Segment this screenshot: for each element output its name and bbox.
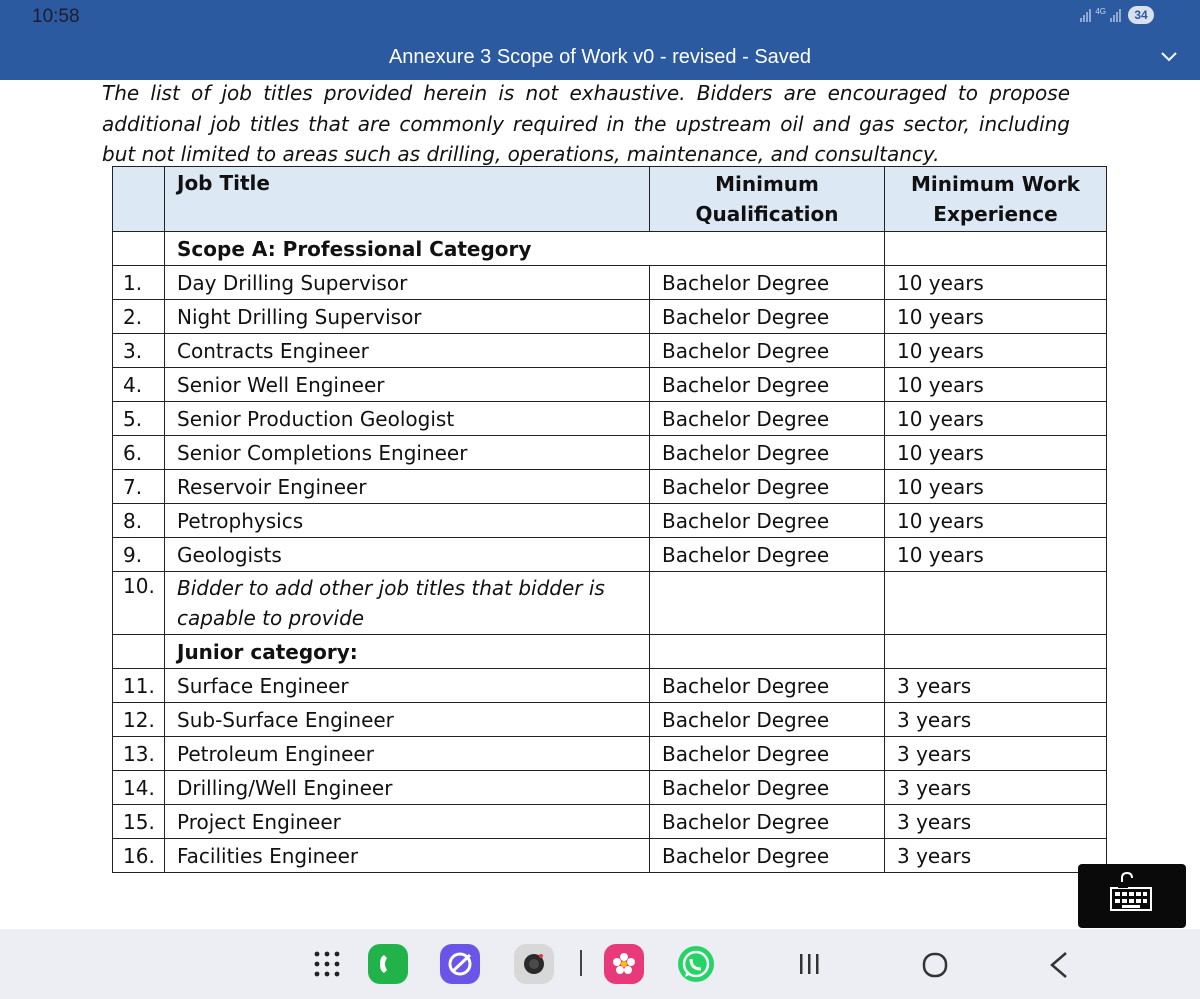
row-experience: 10 years (885, 334, 1107, 368)
row-experience: 10 years (885, 300, 1107, 334)
table-row (113, 703, 1107, 737)
status-time: 10:58 (32, 6, 80, 27)
camera-app-button[interactable] (514, 944, 554, 984)
document-title[interactable]: Annexure 3 Scope of Work v0 - revised - Saved (388, 46, 812, 68)
intro-line: propose additional job titles that are commonly required in the upstream oil and gas sector, (102, 81, 1070, 136)
row-job-title: Contracts Engineer (165, 334, 650, 368)
chevron-down-icon[interactable] (1160, 48, 1178, 66)
row-experience: 10 years (885, 538, 1107, 572)
navigation-bar (0, 929, 1200, 999)
row-qualification: Bachelor Degree (650, 737, 885, 771)
row-job-title: Drilling/Well Engineer (165, 771, 650, 805)
row-job-title: Senior Production Geologist (165, 402, 650, 436)
row-experience: 10 years (885, 504, 1107, 538)
section-row (113, 232, 1107, 266)
row-qualification: Bachelor Degree (650, 839, 885, 873)
table-row (113, 771, 1107, 805)
row-experience: 3 years (885, 839, 1107, 873)
row-qualification: Bachelor Degree (650, 470, 885, 504)
row-qualification: Bachelor Degree (650, 334, 885, 368)
row-experience: 10 years (885, 436, 1107, 470)
job-titles-table (112, 166, 1107, 873)
row-qualification: Bachelor Degree (650, 402, 885, 436)
row-qualification (650, 572, 885, 635)
row-job-title: Sub-Surface Engineer (165, 703, 650, 737)
keyboard-toggle-button[interactable] (1078, 864, 1186, 928)
gallery-app-button[interactable] (604, 944, 644, 984)
table-row (113, 470, 1107, 504)
header-job-title: Job Title (165, 167, 650, 232)
row-job-title: Facilities Engineer (165, 839, 650, 873)
row-experience: 3 years (885, 771, 1107, 805)
row-experience: 10 years (885, 368, 1107, 402)
row-experience: 3 years (885, 805, 1107, 839)
row-job-title: Night Drilling Supervisor (165, 300, 650, 334)
row-qualification: Bachelor Degree (650, 266, 885, 300)
row-number: 9. (113, 538, 165, 572)
table-row (113, 368, 1107, 402)
phone-app-button[interactable] (368, 944, 408, 984)
back-button[interactable] (1048, 951, 1070, 979)
row-number: 10. (113, 572, 165, 635)
internet-app-button[interactable] (440, 944, 480, 984)
signal-icon (1080, 8, 1091, 22)
table-row (113, 839, 1107, 873)
row-number: 4. (113, 368, 165, 402)
battery-indicator: 34 (1128, 6, 1154, 24)
row-job-title: Surface Engineer (165, 669, 650, 703)
row-number: 3. (113, 334, 165, 368)
section-row (113, 635, 1107, 669)
empty-cell (885, 232, 1107, 266)
intro-paragraph (102, 78, 1070, 170)
signal-icon-2 (1110, 8, 1121, 22)
row-job-title: Petrophysics (165, 504, 650, 538)
row-number: 6. (113, 436, 165, 470)
header-number-cell (113, 167, 165, 232)
row-job-title: Geologists (165, 538, 650, 572)
row-qualification: Bachelor Degree (650, 504, 885, 538)
row-experience: 10 years (885, 470, 1107, 504)
row-number: 1. (113, 266, 165, 300)
row-job-title: Project Engineer (165, 805, 650, 839)
row-experience: 3 years (885, 737, 1107, 771)
table-row (113, 572, 1107, 635)
phone-icon (375, 951, 401, 977)
row-job-title: Petroleum Engineer (165, 737, 650, 771)
section-title: Junior category: (165, 635, 650, 669)
header-line: Minimum Work (911, 172, 1080, 196)
table-row (113, 266, 1107, 300)
title-bar (0, 0, 1200, 80)
gallery-icon (609, 949, 639, 979)
row-number: 5. (113, 402, 165, 436)
row-number: 15. (113, 805, 165, 839)
table-row (113, 504, 1107, 538)
whatsapp-app-button[interactable] (676, 944, 716, 984)
table-row (113, 737, 1107, 771)
row-qualification: Bachelor Degree (650, 669, 885, 703)
keyboard-icon (1078, 864, 1186, 928)
table-row (113, 538, 1107, 572)
row-qualification: Bachelor Degree (650, 300, 885, 334)
row-number: 13. (113, 737, 165, 771)
empty-cell (885, 635, 1107, 669)
row-job-title: Reservoir Engineer (165, 470, 650, 504)
row-number: 7. (113, 470, 165, 504)
row-qualification: Bachelor Degree (650, 538, 885, 572)
table-row (113, 805, 1107, 839)
table-row (113, 402, 1107, 436)
header-line: Qualification (695, 202, 839, 226)
network-type: 4G (1095, 7, 1106, 16)
header-line: Minimum (715, 172, 819, 196)
camera-icon (519, 949, 549, 979)
table-row (113, 436, 1107, 470)
intro-line: The list of job titles provided herein is not exhaustive. Bidders are encouraged to (102, 81, 978, 105)
recents-button[interactable] (798, 953, 822, 975)
dock-separator (580, 950, 582, 976)
row-experience: 10 years (885, 402, 1107, 436)
row-number: 14. (113, 771, 165, 805)
empty-cell (113, 635, 165, 669)
header-min-qualification (650, 167, 885, 232)
whatsapp-icon (676, 944, 716, 984)
row-number: 2. (113, 300, 165, 334)
header-min-experience (885, 167, 1107, 232)
internet-icon (446, 950, 474, 978)
table-header-row (113, 167, 1107, 232)
intro-line: including but not limited to areas such as drilling, operations, maintenance, and consultancy. (102, 111, 1071, 166)
row-job-title: Day Drilling Supervisor (165, 266, 650, 300)
table-row (113, 300, 1107, 334)
row-qualification: Bachelor Degree (650, 771, 885, 805)
section-title: Scope A: Professional Category (165, 232, 885, 266)
status-icons (1080, 6, 1154, 24)
table-row (113, 334, 1107, 368)
row-qualification: Bachelor Degree (650, 805, 885, 839)
row-job-title: Senior Well Engineer (165, 368, 650, 402)
row-experience: 3 years (885, 669, 1107, 703)
row-experience (885, 572, 1107, 635)
table-row (113, 669, 1107, 703)
row-qualification: Bachelor Degree (650, 436, 885, 470)
row-qualification: Bachelor Degree (650, 368, 885, 402)
row-job-title: Bidder to add other job titles that bidder is capable to provide (165, 572, 650, 635)
row-number: 16. (113, 839, 165, 873)
empty-cell (113, 232, 165, 266)
row-experience: 10 years (885, 266, 1107, 300)
row-number: 11. (113, 669, 165, 703)
row-experience: 3 years (885, 703, 1107, 737)
app-drawer-icon[interactable] (313, 950, 341, 978)
row-job-title: Senior Completions Engineer (165, 436, 650, 470)
home-button[interactable] (922, 952, 948, 978)
row-number: 12. (113, 703, 165, 737)
header-line: Experience (933, 202, 1058, 226)
row-qualification: Bachelor Degree (650, 703, 885, 737)
empty-cell (650, 635, 885, 669)
row-number: 8. (113, 504, 165, 538)
